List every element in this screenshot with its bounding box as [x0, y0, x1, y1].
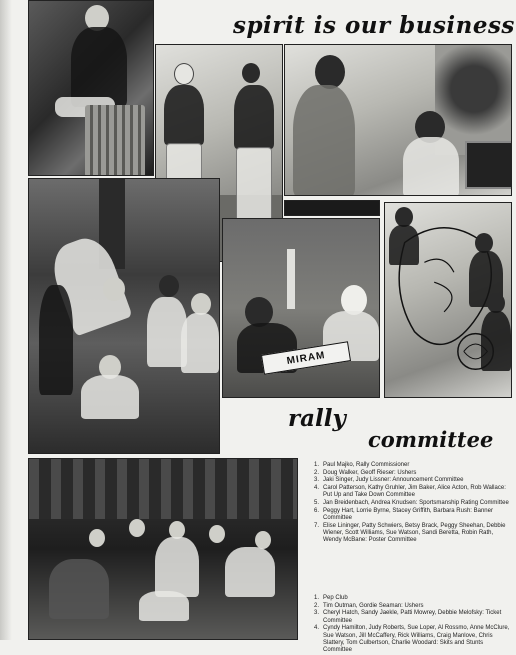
page-gutter — [0, 0, 12, 640]
list-item: 7. Elise Lininger, Patty Schwiers, Betsy Brack, Peggy Sheehan, Debbie Wiener, Scott Williams, Sue Watson, Sandi Beretta, Robin Rath, Wendy McBane: Poster Committee — [314, 522, 506, 544]
caption-list-rally — [314, 462, 510, 545]
photo-put-up-take-down — [28, 178, 220, 454]
list-item: 5. Jan Breidenbach, Andrea Knudsen: Sportsmanship Rating Committee — [314, 500, 509, 507]
list-item: 2. Tim Outman, Gordie Seaman: Ushers — [314, 602, 424, 609]
list-item: 2. Doug Walker, Geoff Rieser: Ushers — [314, 469, 417, 476]
caption-list-pep — [314, 595, 510, 655]
photo-strip — [284, 200, 380, 216]
list-item: 3. Cheryl Hatch, Sandy Jaekle, Patti Mowrey, Debbie Melofsky: Ticket Committee — [314, 610, 502, 624]
photo-pep-club — [28, 458, 298, 640]
list-item: 1. Paul Majko, Rally Commissioner — [314, 462, 410, 468]
page-title: spirit is our business — [233, 12, 515, 39]
section-title-rally: rally — [288, 405, 346, 432]
list-item: 1. Pep Club — [314, 595, 348, 601]
photo-announcement-committee — [284, 44, 512, 196]
photo-rally-commissioner — [28, 0, 154, 176]
photo-sportsmanship-committee — [222, 218, 380, 398]
list-item: 6. Peggy Hart, Lorrie Byrne, Stacey Griffith, Barbara Rush: Banner Committee — [314, 507, 493, 521]
list-item: 4. Cyndy Hamilton, Judy Roberts, Sue Loper, Al Rossmo, Anne McClure, Sue Watson, Jill McCaffery, Rick Williams, Craig Manlove, Chris Slattery, Tom Culbertson, Charlie Woodard: Skits and Stunts Committee — [314, 625, 510, 653]
list-item: 4. Carol Patterson, Kathy Gruhler, Jim Baker, Alice Acton, Rob Wallace: Put Up and Take Down Committee — [314, 485, 506, 499]
section-title-committee: committee — [368, 427, 494, 452]
photo-poster-committee — [384, 202, 512, 398]
list-item: 3. Jaki Singer, Judy Lissner: Announcement Committee — [314, 477, 464, 484]
pennant-banner: MIRAM — [261, 341, 351, 375]
